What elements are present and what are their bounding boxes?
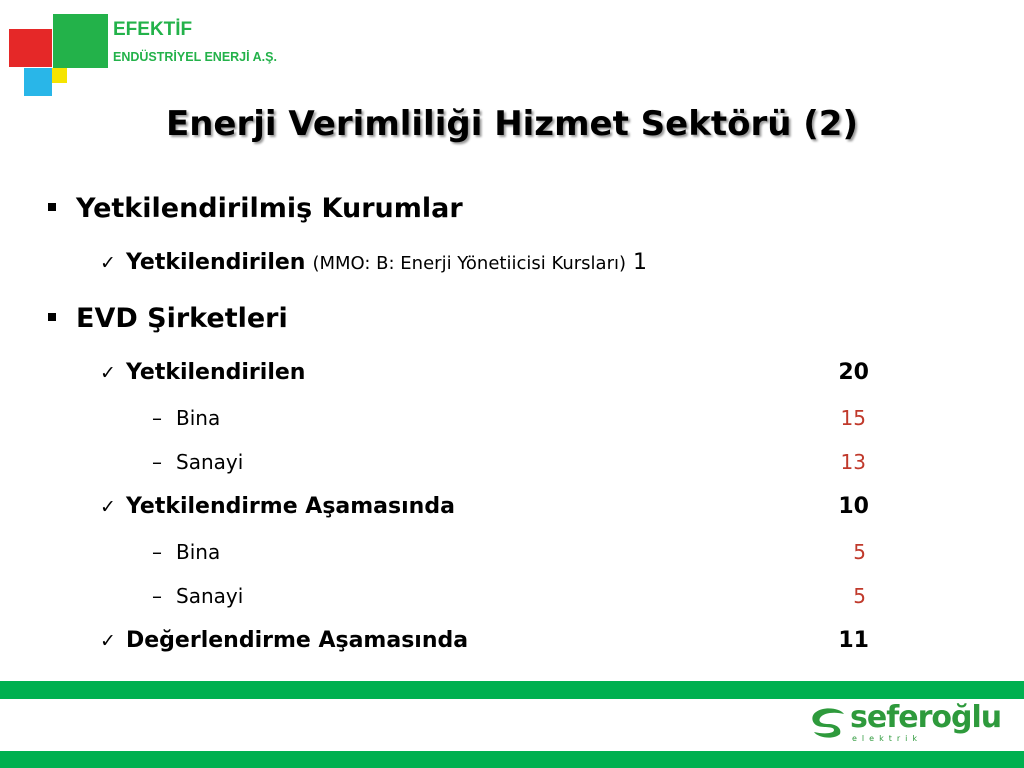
dash-icon: –	[152, 540, 162, 564]
logo-square-red	[9, 29, 52, 67]
logo-square-blue	[24, 68, 52, 96]
section-heading	[48, 193, 463, 224]
sub-item	[152, 406, 220, 430]
logo-square-green	[53, 14, 108, 68]
item-label: Yetkilendirilen	[126, 360, 306, 385]
checkmark-icon: ✓	[100, 252, 116, 274]
dash-icon: –	[152, 406, 162, 430]
item-value: 11	[838, 628, 869, 653]
sub-item-label: Bina	[176, 540, 221, 564]
list-item	[100, 250, 647, 275]
sub-item-label: Sanayi	[176, 450, 244, 474]
sub-item-value: 5	[853, 584, 866, 608]
item-value: 10	[838, 494, 869, 519]
sub-item-value: 13	[840, 450, 866, 474]
item-label: Yetkilendirme Aşamasında	[126, 494, 455, 519]
dash-icon: –	[152, 450, 162, 474]
square-bullet-icon	[48, 203, 56, 211]
list-item	[100, 628, 468, 653]
logo-square-yellow	[52, 68, 67, 83]
dash-icon: –	[152, 584, 162, 608]
logo-line2: ENDÜSTRİYEL ENERJİ A.Ş.	[113, 50, 277, 64]
sub-item	[152, 540, 220, 564]
item-label: Yetkilendirilen	[126, 250, 306, 275]
sub-item	[152, 584, 243, 608]
sub-item-label: Sanayi	[176, 584, 244, 608]
item-label: Değerlendirme Aşamasında	[126, 628, 469, 653]
slide-title: Enerji Verimliliği Hizmet Sektörü (2)	[165, 104, 858, 144]
sub-item-value: 5	[853, 540, 866, 564]
section-heading-text: Yetkilendirilmiş Kurumlar	[76, 193, 463, 224]
sub-item-value: 15	[840, 406, 866, 430]
checkmark-icon: ✓	[100, 362, 116, 384]
section-heading-text: EVD Şirketleri	[76, 303, 288, 334]
brand-name: seferoğlu	[850, 700, 1002, 735]
list-item	[100, 360, 305, 385]
brand-subtitle: elektrik	[852, 734, 922, 743]
sub-item	[152, 450, 243, 474]
sub-item-label: Bina	[176, 406, 221, 430]
checkmark-icon: ✓	[100, 630, 116, 652]
swirl-icon	[810, 706, 850, 740]
item-value: 20	[838, 360, 869, 385]
checkmark-icon: ✓	[100, 496, 116, 518]
footer-band-bottom	[0, 751, 1024, 768]
logo-line1: EFEKTİF	[113, 19, 193, 40]
footer-band-top	[0, 681, 1024, 699]
item-value: 1	[633, 250, 647, 275]
item-note: (MMO: B: Enerji Yönetiicisi Kursları)	[312, 253, 626, 274]
square-bullet-icon	[48, 313, 56, 321]
section-heading	[48, 303, 288, 334]
list-item	[100, 494, 455, 519]
